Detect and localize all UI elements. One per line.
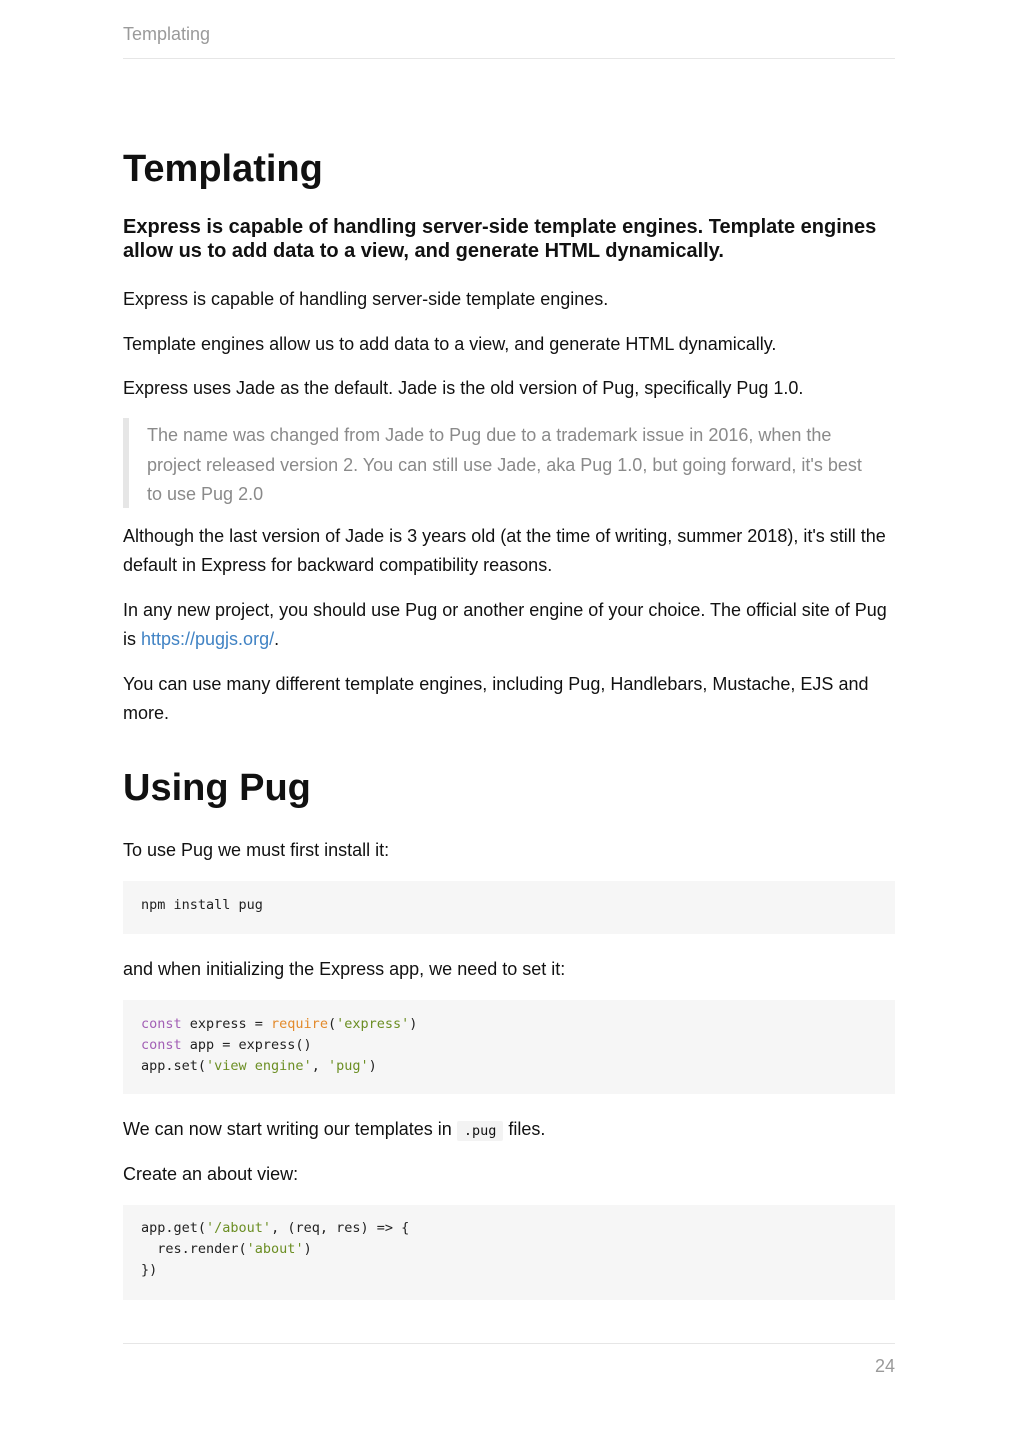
pugjs-link[interactable]: https://pugjs.org/ <box>141 629 275 649</box>
code-block-express-setup <box>123 1000 895 1094</box>
code-block-about-route <box>123 1205 895 1300</box>
paragraph-text: . <box>274 629 280 649</box>
paragraph: We can now start writing our templates in .pug files. <box>123 1119 546 1139</box>
blockquote-text: The name was changed from Jade to Pug due to a trademark issue in 2016, when the project released version 2. You can still use Jade, aka Pug 1.0, but going forward, it's best to use Pug 2.0 <box>147 425 862 504</box>
running-header: Templating <box>123 24 211 44</box>
paragraph-text: In any new project, you should use Pug or another engine of your choice. The official site of Pug is <box>123 600 887 649</box>
code-block-install <box>123 881 895 934</box>
code-line: npm install pug <box>141 897 263 913</box>
paragraph: Express is capable of handling server-side template engines. <box>123 289 609 309</box>
code-line: const app = express() <box>141 1037 312 1053</box>
blockquote <box>123 418 895 508</box>
code-line: }) <box>141 1262 158 1278</box>
paragraph <box>123 596 895 654</box>
lead-paragraph: Express is capable of handling server-side template engines. Template engines allow us to add data to a view, and generate HTML dynamically. <box>123 216 877 262</box>
header-divider <box>123 58 895 59</box>
page-number: 24 <box>874 1356 895 1376</box>
paragraph: To use Pug we must first install it: <box>123 840 390 860</box>
paragraph: Express uses Jade as the default. Jade is the old version of Pug, specifically Pug 1.0. <box>123 378 804 398</box>
paragraph: Create an about view: <box>123 1164 299 1184</box>
code-line: app.get('/about', (req, res) => { <box>141 1220 410 1236</box>
footer-divider <box>123 1343 895 1344</box>
paragraph: Although the last version of Jade is 3 years old (at the time of writing, summer 2018), it's still the default in Express for backward compatibility reasons. <box>123 526 886 575</box>
paragraph: and when initializing the Express app, we need to set it: <box>123 959 566 979</box>
inline-code: .pug <box>457 1121 504 1141</box>
code-line: const express = require('express') <box>141 1016 418 1032</box>
code-line: res.render('about') <box>141 1241 312 1257</box>
code-line: app.set('view engine', 'pug') <box>141 1058 377 1074</box>
section-title-using-pug: Using Pug <box>123 767 311 809</box>
section-title-templating: Templating <box>123 148 323 190</box>
paragraph: Template engines allow us to add data to a view, and generate HTML dynamically. <box>123 334 777 354</box>
paragraph: You can use many different template engines, including Pug, Handlebars, Mustache, EJS and more. <box>123 674 869 723</box>
